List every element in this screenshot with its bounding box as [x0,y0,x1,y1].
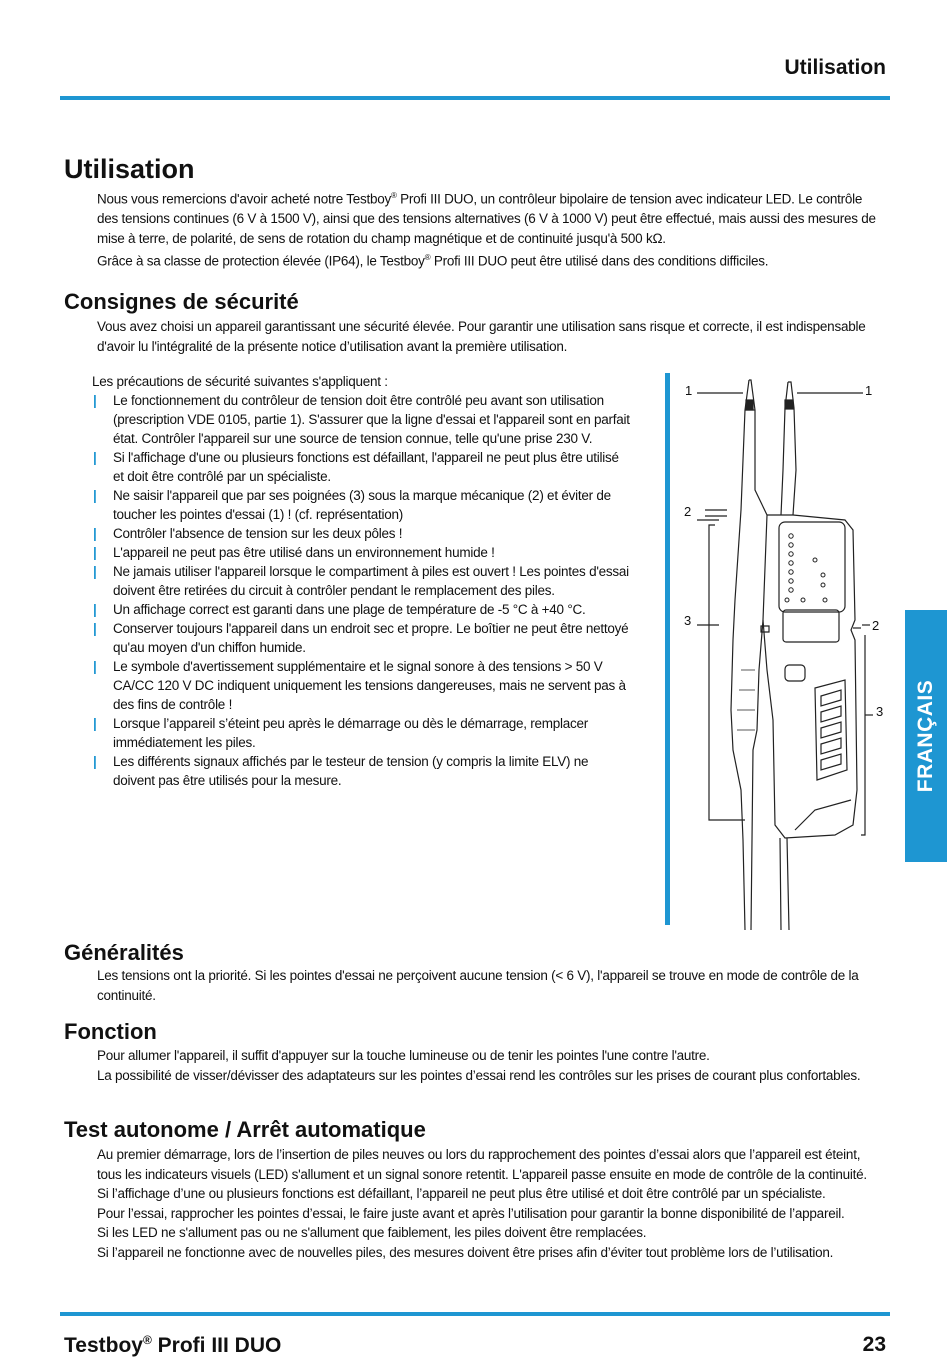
diagram-label-1-right: 1 [865,383,873,398]
selftest-paragraph-4: Si les LED ne s'allument pas ou ne s'allument que faiblement, les piles doivent être remplacées. [97,1225,647,1240]
selftest-paragraph-5: Si l’appareil ne fonctionne avec de nouvelles piles, des mesures doivent être prises afin d’éviter tout problème lors de l’utilisation. [97,1244,834,1260]
section-heading-function: Fonction [64,1019,157,1044]
precautions-list [92,391,632,790]
list-item: | Contrôler l'absence de tension sur les deux pôles ! [93,526,403,541]
general-text: Les tensions ont la priorité. Si les pointes d'essai ne perçoivent aucune tension (< 6 V), l'appareil se trouve en mode de contrôle de la continuité. [97,968,859,1003]
section-heading-safety: Consignes de sécurité [64,289,299,314]
selftest-paragraph-3: Pour l’essai, rapprocher les pointes d’essai, le faire juste avant et après l’utilisation pour garantir la bonne disponibilité de l’appareil. [97,1205,845,1221]
function-paragraph-2: La possibilité de visser/dévisser des adaptateurs sur les pointes d’essai rend les contrôles sur les prises de courant plus confortables. [97,1067,861,1083]
list-item: | Un affichage correct est garanti dans une plage de température de -5 °C à +40 °C. [93,602,586,617]
footer-product-name: Testboy® Profi III DUO [64,1333,282,1357]
section-heading-selftest: Test autonome / Arrêt automatique [64,1117,426,1142]
list-item: | Le symbole d'avertissement supplémentaire et le signal sonore à des tensions > 50 V CA/CC 120 V DC indiquent uniquement les tensions dangereuses, mais ne servent pas à des fins de contrôle ! [93,659,626,712]
function-text [97,1046,882,1085]
diagram-label-3-left: 3 [684,613,692,628]
list-item: | L'appareil ne peut pas être utilisé dans un environnement humide ! [93,545,495,560]
section-heading-general: Généralités [64,940,184,965]
header-title: Utilisation [784,56,886,79]
diagram-accent-line [665,373,670,925]
list-item: | Si l'affichage d'une ou plusieurs fonctions est défaillant, l'appareil ne peut plus être utilisé et doit être contrôlé par un spécialiste. [93,450,619,484]
list-item: | Conserver toujours l'appareil dans un endroit sec et propre. Le boîtier ne peut être nettoyé qu'au moyen d'un chiffon humide. [93,621,629,655]
function-paragraph-1: Pour allumer l'appareil, il suffit d'appuyer sur la touche lumineuse ou de tenir les pointes l'une contre l'autre. [97,1048,710,1063]
header-rule [60,96,890,100]
selftest-paragraph-2: Si l’affichage d’une ou plusieurs fonctions est défaillant, l’appareil ne peut plus être utilisé et doit être contrôlé par un spécialiste. [97,1186,826,1201]
safety-precautions [92,372,632,790]
selftest-text [97,1145,882,1262]
list-item: | Les différents signaux affichés par le testeur de tension (y compris la limite ELV) ne doivent pas être utilisés pour la mesure. [93,754,589,788]
list-item: | Ne jamais utiliser l'appareil lorsque le compartiment à piles est ouvert ! Les pointes d'essai doivent être retirées du circuit à contrôler pendant le remplacement des piles. [93,564,629,598]
language-tab-label: FRANÇAIS [914,679,937,793]
language-side-tab [905,610,947,862]
utilisation-text [97,186,882,271]
precautions-title: Les précautions de sécurité suivantes s'appliquent : [92,374,388,389]
diagram-label-2-right: 2 [872,618,880,633]
list-item: | Lorsque l’appareil s’éteint peu après le démarrage ou dès le démarrage, remplacer immédiatement les piles. [93,716,589,750]
diagram-label-3-right: 3 [876,704,884,719]
utilisation-paragraph-1: Nous vous remercions d'avoir acheté notre Testboy® Profi III DUO, un contrôleur bipolaire de tension avec indicateur LED. Le contrôle des tensions continues (6 V à 1500 V), ainsi que des tensions alternatives (6 V à 1000 V) peut être effectué, mais aussi des mesures de mise à terre, de polarité, de sens de rotation du champ magnétique et de continuité jusqu'à 500 kΩ. [97,191,876,246]
diagram-label-1-left: 1 [685,383,693,398]
safety-intro: Vous avez choisi un appareil garantissant une sécurité élevée. Pour garantir une utilisation sans risque et correcte, il est indispensable d'avoir lu l'intégralité de la présente notice d’utilisation avant la première utilisation. [97,319,866,354]
footer-rule [60,1312,890,1316]
list-item: | Le fonctionnement du contrôleur de tension doit être contrôlé peu avant son utilisation (prescription VDE 0105, partie 1). S'assurer que la ligne d'essai et l'appareil sont en parfait état. Contrôler l'appareil sur une source de tension connue, telle qu'une prise 230 V. [93,393,630,446]
voltage-tester-diagram [675,370,895,930]
selftest-paragraph-1: Au premier démarrage, lors de l’insertion de piles neuves ou lors du rapprochement des pointes d’essai alors que l’appareil est éteint, tous les indicateurs visuels (LED) s'allument et un signal sonore retentit. L'appareil passe ensuite en mode de contrôle de la continuité. [97,1147,867,1182]
list-item: | Ne saisir l'appareil que par ses poignées (3) sous la marque mécanique (2) et éviter de toucher les pointes d'essai (1) ! (cf. représentation) [93,488,611,522]
utilisation-paragraph-2: Grâce à sa classe de protection élevée (IP64), le Testboy® Profi III DUO peut être utilisé dans des conditions difficiles. [97,253,769,269]
diagram-label-2-left: 2 [684,504,692,519]
page-number: 23 [862,1333,886,1356]
section-heading-utilisation: Utilisation [64,154,195,184]
